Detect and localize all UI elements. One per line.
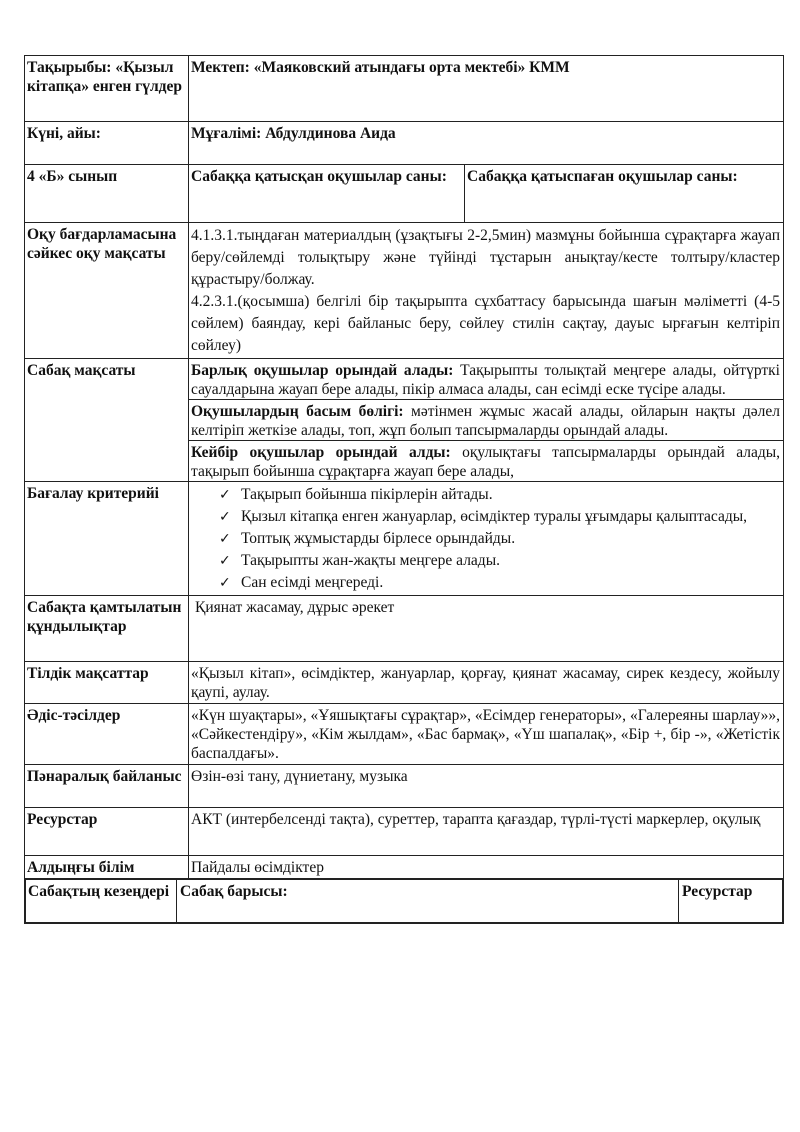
absent-count-label: Сабаққа қатыспаған оқушылар саны: [465,165,784,223]
row-interdisciplinary [25,765,784,808]
lesson-plan-table [24,55,784,924]
methods-text: «Күн шуақтары», «Ұяшықтағы сұрақтар», «Есімдер генераторы», «Галереяны шарлау»», «Сәйкестендіру», «Кім жылдам», «Бас бармақ», «Үш шапалақ», «Бір +, бір -», «Жетістік баспалдағы». [189,704,784,765]
row-lesson-aims [25,359,784,482]
aim-all-heading: Барлық оқушылар орындай алады: [191,362,454,379]
criteria-item: ✓ Тақырып бойынша пікірлерін айтады. [219,484,780,506]
learning-goals-text [189,223,784,359]
criteria-label: Бағалау критерийі [25,482,189,596]
criteria-item: ✓ Сан есімді меңгереді. [219,572,780,594]
row-language-goals [25,662,784,704]
aim-some-text: оқулықтағы тапсырмаларды орындай алады, тақырып бойынша сұрақтарға жауап бере алады, [191,444,780,480]
values-text: Қиянат жасамау, дұрыс әрекет [189,596,784,662]
lesson-aims-cell [189,359,784,482]
row-learning-goals [25,223,784,359]
interdisciplinary-text: Өзін-өзі тану, дүниетану, музыка [189,765,784,808]
stages-header-table [25,879,783,923]
school-name: Мектеп: «Маяковский атындағы орта мектебі» КММ [189,56,784,122]
row-stages-header [25,879,784,924]
row-prior-knowledge [25,856,784,879]
methods-label: Әдіс-тәсілдер [25,704,189,765]
aim-most-heading: Оқушылардың басым бөлігі: [191,403,404,420]
aim-some-heading: Кейбір оқушылар орындай алды: [191,444,451,461]
criteria-item: ✓ Топтық жұмыстарды бірлесе орындайды. [219,528,780,550]
prior-knowledge-label: Алдыңғы білім [25,856,189,879]
row-values [25,596,784,662]
interdisciplinary-label: Пәнаралық байланыс [25,765,189,808]
teacher-name: Мұғалімі: Абдулдинова Аида [189,122,784,165]
criteria-cell [189,482,784,596]
lesson-progress-label: Сабақ барысы: [177,880,679,923]
language-goals-text: «Қызыл кітап», өсімдіктер, жануарлар, қорғау, қиянат жасамау, сирек кездесу, жойылу қаупі, аулау. [189,662,784,704]
class-label: 4 «Б» сынып [25,165,189,223]
resources-column-label: Ресурстар [679,880,783,923]
lesson-aims-label: Сабақ мақсаты [25,359,189,482]
check-icon: ✓ [219,509,231,525]
criteria-item: ✓ Қызыл кітапқа енген жануарлар, өсімдіктер туралы ұғымдары қалыптасады, [219,506,780,528]
learning-goal-2: 4.2.3.1.(қосымша) белгілі бір тақырыпта сұхбаттасу барысында шағын мәліметті (4-5 сөйлем) баяндау, кері байланыс беру, сөйлеу стилін сақтау, дауыс ырғағын келтіріп сөйлеу) [191,293,780,354]
lesson-plan-page [24,55,783,924]
criteria-list [191,484,780,594]
learning-goal-1: 4.1.3.1.тыңдаған материалдың (ұзақтығы 2-2,5мин) мазмұны бойынша сұрақтарға жауап беру/сөйлемді толықтыру және түйінді тұстарын анықтау/кесте толтыру/кластер құрастыру/болжау. [191,227,780,288]
values-label: Сабақта қамтылатын құндылықтар [25,596,189,662]
check-icon: ✓ [219,487,231,503]
check-icon: ✓ [219,553,231,569]
check-icon: ✓ [219,531,231,547]
learning-goals-label: Оқу бағдарламасына сәйкес оқу мақсаты [25,223,189,359]
topic-label: Тақырыбы: «Қызыл кітапқа» енген гүлдер [25,56,189,122]
stages-label: Сабақтың кезеңдері [26,880,177,923]
aim-most-text: мәтінмен жұмыс жасай алады, ойларын нақты дәлел келтіріп жеткізе алады, топ, жұп болып тапсырмаларды орындай алады. [191,403,780,439]
criteria-item: ✓ Тақырыпты жан-жақты меңгере алады. [219,550,780,572]
row-methods [25,704,784,765]
aim-some [189,440,783,481]
aim-most [189,399,783,440]
aim-all-text: Тақырыпты толықтай меңгере алады, ойтүрткі сауалдарына жауап бере алады, пікір алмаса алады, сан есімді еске түсіре алады. [191,362,780,398]
row-class [25,165,784,223]
resources-label: Ресурстар [25,808,189,856]
row-topic [25,56,784,122]
language-goals-label: Тілдік мақсаттар [25,662,189,704]
row-resources [25,808,784,856]
prior-knowledge-text: Пайдалы өсімдіктер [189,856,784,879]
present-count-label: Сабаққа қатысқан оқушылар саны: [189,165,465,223]
check-icon: ✓ [219,575,231,591]
stages-header-cell [25,879,784,924]
date-label: Күні, айы: [25,122,189,165]
row-criteria [25,482,784,596]
resources-text: АКТ (интербелсенді тақта), суреттер, тарапта қағаздар, түрлі-түсті маркерлер, оқулық [189,808,784,856]
row-date [25,122,784,165]
aim-all [191,361,780,399]
